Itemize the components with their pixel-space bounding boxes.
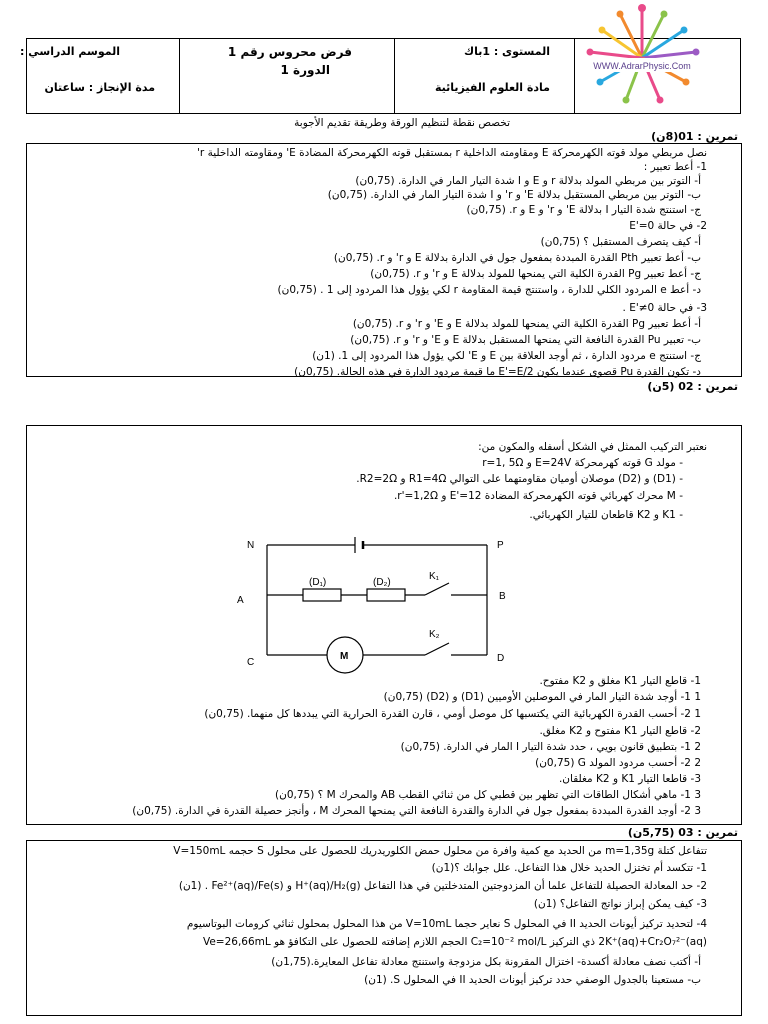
resistor-d2	[367, 589, 405, 601]
ex3-line: 1- تتكسد أم تختزل الحديد خلال هذا التفاعل. علل جوابك ؟(1ن)	[431, 862, 707, 874]
ex3-line: 4- لتحديد تركيز أيونات الحديد II في المحلول S نعاير حجما V=10mL من هذا المحلول بمحلول ثنائي كرومات البوتاسيوم	[186, 918, 707, 930]
ex3-title: تمرين : 03 (5,75ن)	[627, 826, 738, 839]
ex1-line: د- أعط e المردود الكلي للدارة ، واستنتج قيمة المقاومة r لكي يؤول هذا المردود إلى 1 . (0,75ن)	[277, 284, 701, 296]
exam-title: فرض محروس رقم 1	[227, 45, 352, 59]
ex2-question: 2- قاطع التيار K1 مفتوح و K2 مغلق.	[539, 725, 701, 737]
ex1-line: ب- التوتر بين مربطي المستقبل بدلالة E' و r' و I شدة التيار المار في الدارة. (0,75ن)	[327, 189, 701, 201]
subject-label: مادة العلوم الفيزيائية	[434, 81, 550, 94]
ex2-question: 1 2- أحسب القدرة الكهربائية التي يكتسبها كل موصل أومي ، قارن القدرة الحرارية التي يبددها كل منهما. (0,75ن)	[204, 708, 701, 720]
ex2-question: 3- قاطعا التيار K1 و K2 مغلقان.	[558, 773, 701, 785]
ex1-line: ب- تعبير Pu القدرة النافعة التي يمنحها المستقبل بدلالة E و E' و r' و r. (0,75ن)	[350, 334, 701, 346]
ex3-box	[26, 840, 742, 1016]
ex2-question: 2 1- بتطبيق قانون بويي ، حدد شدة التيار I المار في الدارة. (0,75ن)	[400, 741, 701, 753]
ex1-line: ج- أعط تعبير Pg القدرة الكلية التي يمنحها للمولد بدلالة E و r' و r. (0,75ن)	[370, 268, 701, 280]
node-n-label: N	[247, 540, 255, 551]
ex2-intro-line: - مولد G قوته كهرمحركة E=24V و r=1, 5Ω	[482, 457, 683, 469]
ex1-line: د- تكون القدرة Pu قصوى عندما يكون E'=E/2 ما قيمة مردود الدارة في هذه الحالة. (0,75ن)	[294, 366, 701, 378]
node-b-label: B	[499, 591, 506, 602]
note-line: تخصص نقطة لتنظيم الورقة وطريقة تقديم الأجوبة	[294, 117, 510, 129]
ex1-line: أ- التوتر بين مربطي المولد بدلالة r و E و I شدة التيار المار في الدارة. (0,75ن)	[355, 175, 701, 187]
ex2-question: 3 2- أوجد القدرة المبددة بمفعول جول في الدارة والقدرة النافعة التي يمنحها المحرك M ، وأنجز حصيلة القدرة في الدارة. (0,75ن)	[132, 805, 701, 817]
ex1-line: نصل مربطي مولد قوته الكهرمحركة E ومقاومته الداخلية r بمستقبل قوته الكهرمحركة المضادة E' ومقاومته الداخلية r'	[197, 147, 707, 159]
switch-k1	[425, 583, 449, 595]
ex1-line: 3- في حالة E'≠0 .	[622, 302, 707, 314]
ex3-line: أ- أكتب نصف معادلة أكسدة- اختزال المقرونة بكل مزدوجة واستنتج معادلة تفاعل المعايرة.(1,75ن)	[271, 956, 701, 968]
ex2-title: تمرين : 02 (5ن)	[647, 380, 738, 393]
ex1-line: أ- كيف يتصرف المستقبل ؟ (0,75ن)	[540, 236, 701, 248]
ex2-question: 3 1- ماهي أشكال الطاقات التي تظهر بين قطبي كل من ثنائي القطب AB والمحرك M ؟ (0,75ن)	[275, 789, 701, 801]
ex1-line: 2- في حالة E'=0	[629, 220, 707, 232]
season-label: الموسم الدراسي :	[20, 45, 120, 58]
node-a-label: A	[237, 595, 244, 606]
circuit-diagram	[227, 533, 527, 693]
ex1-box	[26, 143, 742, 377]
ex2-question: 1 1- أوجد شدة التيار المار في الموصلين الأوميين (D1) و (D2) (0,75ن)	[383, 691, 701, 703]
ex2-intro-line: نعتبر التركيب الممثل في الشكل أسفله والمكون من:	[478, 441, 707, 453]
switch-k2	[425, 643, 449, 655]
node-d-label: D	[497, 653, 505, 664]
duration-label: مدة الإنجاز : ساعتان	[44, 81, 155, 94]
k1-label: K₁	[429, 571, 440, 582]
ex1-line: أ- أعط تعبير Pg القدرة الكلية التي يمنحها للمولد بدلالة E و E' و r' و r. (0,75ن)	[352, 318, 701, 330]
ex3-line: تتفاعل كتلة m=1,35g من الحديد مع كمية وافرة من محلول حمض الكلوريدريك للحصول على محلول S حجمه V=150mL	[173, 845, 707, 857]
ex3-line: ب- مستعينا بالجدول الوصفي حدد تركيز أيونات الحديد II في المحلول S. (1ن)	[364, 974, 701, 986]
ex3-line: 2- حد المعادلة الحصيلة للتفاعل علما أن المزدوجتين المتدخلتين في هذا التفاعل H⁺(aq)/H₂(g) و Fe²⁺(aq)/Fe(s) . (1ن)	[178, 880, 707, 892]
ex1-title: تمرين : 01(8ن)	[651, 130, 738, 143]
node-p-label: P	[497, 540, 504, 551]
round-label: الدورة 1	[280, 63, 330, 77]
d1-label: (D₁)	[309, 577, 327, 588]
node-c-label: C	[247, 657, 255, 668]
ex3-line: 2K⁺(aq)+Cr₂O₇²⁻(aq) ذي التركيز C₂=10⁻² mol/L الحجم اللازم إضافته للحصول على التكافؤ هو Ve=26,66mL	[202, 936, 707, 948]
ex1-line: ج- استنتج e مردود الدارة ، ثم أوجد العلاقة بين E و E' لكي يؤول هذا المردود إلى 1. (1ن)	[312, 350, 701, 362]
motor-label: M	[340, 651, 349, 662]
ex2-question: 1- قاطع التيار K1 مغلق و K2 مفتوح.	[539, 675, 701, 687]
ex2-intro-line: - (D1) و (D2) موصلان أوميان مقاومتهما على التوالي R1=4Ω و R2=2Ω.	[356, 473, 683, 485]
ex1-line: ج- استنتج شدة التيار I بدلالة E' و r' و E و r. (0,75ن)	[466, 204, 701, 216]
ex2-intro-line: - M محرك كهربائي قوته الكهرمحركة المضادة E'=12 و r'=1,2Ω.	[393, 490, 683, 502]
k2-label: K₂	[429, 629, 440, 640]
ex2-intro-line: - K1 و K2 قاطعان للتيار الكهربائي.	[529, 509, 683, 521]
resistor-d1	[303, 589, 341, 601]
level-label: المستوى : 1باك	[464, 45, 550, 58]
ex1-line: ب- أعط تعبير Pth القدرة المبددة بمفعول جول في الدارة بدلالة E و r' و r. (0,75ن)	[333, 252, 701, 264]
ex1-line: 1- أعط تعبير :	[643, 161, 707, 173]
ex3-line: 3- كيف يمكن إبراز نواتج التفاعل؟ (1ن)	[533, 898, 707, 910]
ex2-question: 2 2- أحسب مردود المولد G (0,75ن)	[535, 757, 701, 769]
d2-label: (D₂)	[373, 577, 391, 588]
ex2-box	[26, 425, 742, 825]
logo-url: WWW.AdrarPhysic.Com	[593, 61, 691, 71]
adrarphysic-logo	[560, 0, 720, 130]
